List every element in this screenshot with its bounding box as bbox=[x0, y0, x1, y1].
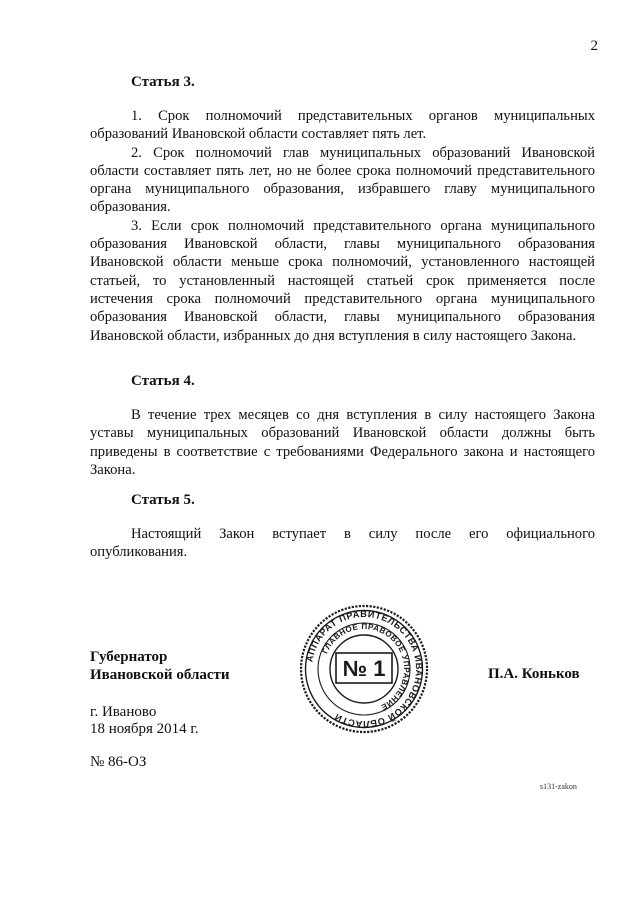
page-number: 2 bbox=[590, 38, 598, 54]
article-paragraph: 1. Срок полномочий представительных органов муниципальных образований Ивановской области составляет пять лет. bbox=[90, 108, 595, 143]
article-5 bbox=[90, 492, 595, 562]
article-title: Статья 3. bbox=[131, 74, 195, 90]
article-title: Статья 4. bbox=[131, 373, 195, 389]
signer-name: П.А. Коньков bbox=[488, 666, 580, 682]
seal-inner-text: ГЛАВНОЕ ПРАВОВОЕ УПРАВЛЕНИЕ bbox=[320, 621, 412, 712]
governor-title bbox=[90, 648, 230, 684]
seal-center-text: № 1 bbox=[342, 656, 386, 681]
article-paragraph: Настоящий Закон вступает в силу после его официального опубликования. bbox=[90, 526, 595, 561]
governor-position-line1: Губернатор bbox=[90, 649, 168, 665]
article-title: Статья 5. bbox=[131, 492, 195, 508]
seal-outer-text: АППАРАТ ПРАВИТЕЛЬСТВА ИВАНОВСКОЙ ОБЛАСТИ bbox=[304, 608, 425, 730]
article-3 bbox=[90, 74, 595, 345]
article-4 bbox=[90, 373, 595, 479]
official-seal bbox=[298, 603, 430, 735]
governor-position-line2: Ивановской области bbox=[90, 667, 230, 683]
file-code: s131-zakon bbox=[540, 782, 577, 791]
article-paragraph: В течение трех месяцев со дня вступления в силу настоящего Закона уставы муниципальных образований Ивановской области должны быть приведены в соответствие с требованиями Федерального закона и настоящего Закона. bbox=[90, 407, 595, 478]
article-paragraph: 2. Срок полномочий глав муниципальных образований Ивановской области составляет пять лет, но не более срока полномочий представительного органа муниципального образования, избравшего главу муниципального образования. bbox=[90, 144, 595, 216]
place: г. Иваново bbox=[90, 704, 157, 720]
law-number: № 86-ОЗ bbox=[90, 754, 147, 770]
place-date-block bbox=[90, 704, 199, 738]
article-paragraph: 3. Если срок полномочий представительного органа муниципального образования Ивановской области, главы муниципального образования Ивановской области меньше срока полномочий, установленного настоящей статьей, то установленный настоящей статьей срок применяется после истечения срока полномочий представительного органа муниципального образования Ивановской области, главы муниципального образования Ивановской области, избранных до дня вступления в силу настоящего Закона. bbox=[90, 217, 595, 344]
date: 18 ноября 2014 г. bbox=[90, 721, 199, 737]
